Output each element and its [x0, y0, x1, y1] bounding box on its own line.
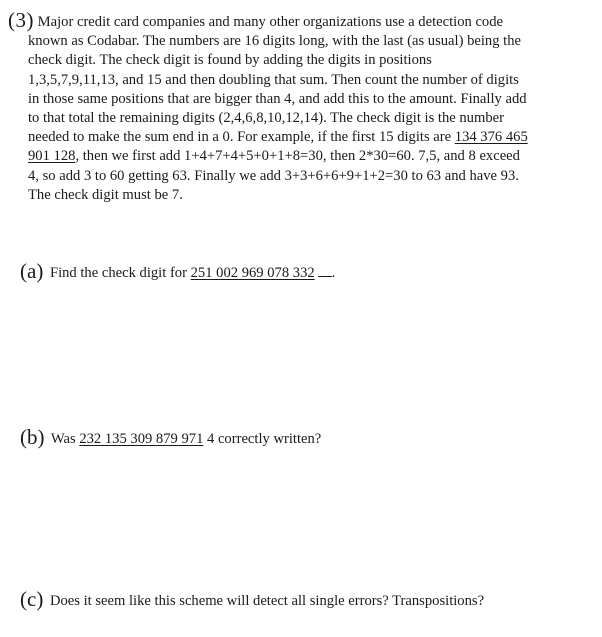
- problem-text-line: known as Codabar. The numbers are 16 digits long, with the last (as usual) being the: [28, 33, 521, 50]
- part-c: [20, 586, 484, 611]
- problem-line-9: [8, 167, 588, 186]
- problem-line-2: [8, 32, 588, 51]
- problem-text-line: The check digit must be 7.: [28, 186, 183, 203]
- problem-line-7: [8, 128, 588, 147]
- part-b-label: (b): [20, 425, 45, 449]
- example-digits-second: 901 128: [28, 148, 76, 165]
- part-a-period: .: [331, 265, 336, 281]
- part-a: [20, 258, 335, 283]
- example-digits-first: 134 376 465: [454, 129, 528, 146]
- part-a-label: (a): [20, 259, 44, 283]
- problem-text-line: check digit. The check digit is found by adding the digits in positions: [28, 52, 432, 69]
- part-b-text-before: Was: [50, 431, 80, 447]
- problem-line-4: [8, 71, 588, 90]
- problem-text-line: needed to make the sum end in a 0. For example, if the first 15 digits are: [28, 129, 455, 146]
- problem-line-1: [8, 10, 588, 32]
- problem-line-3: [8, 51, 588, 70]
- part-b-digits: 232 135 309 879 971: [79, 431, 204, 447]
- problem-text-line: 4, so add 3 to 60 getting 63. Finally we add 3+3+6+6+9+1+2=30 to 63 and have 93.: [28, 167, 519, 184]
- problem-line-6: [8, 109, 588, 128]
- part-b-text-after: 4 correctly written?: [203, 431, 322, 447]
- problem-3-statement: [8, 10, 588, 205]
- part-a-text: Find the check digit for: [49, 265, 191, 281]
- answer-blank[interactable]: [318, 264, 332, 277]
- problem-text-line: Major credit card companies and many other organizations use a detection code: [37, 14, 503, 30]
- problem-number: (3): [8, 8, 34, 32]
- problem-text-line: in those same positions that are bigger than 4, and add this to the amount. Finally add: [28, 90, 527, 107]
- problem-text-line: to that total the remaining digits (2,4,6,8,10,12,14). The check digit is the number: [28, 110, 504, 127]
- part-c-text: Does it seem like this scheme will detect all single errors? Transpositions?: [49, 593, 485, 609]
- problem-text-line: , then we first add 1+4+7+4+5+0+1+8=30, then 2*30=60. 7,5, and 8 exceed: [75, 148, 520, 165]
- problem-text-line: 1,3,5,7,9,11,13, and 15 and then doubling that sum. Then count the number of digits: [28, 71, 519, 88]
- problem-line-8: [8, 147, 588, 166]
- problem-line-10: [8, 186, 588, 205]
- problem-line-5: [8, 90, 588, 109]
- part-c-label: (c): [20, 587, 44, 611]
- part-b: [20, 424, 321, 449]
- part-a-digits: 251 002 969 078 332: [190, 265, 315, 281]
